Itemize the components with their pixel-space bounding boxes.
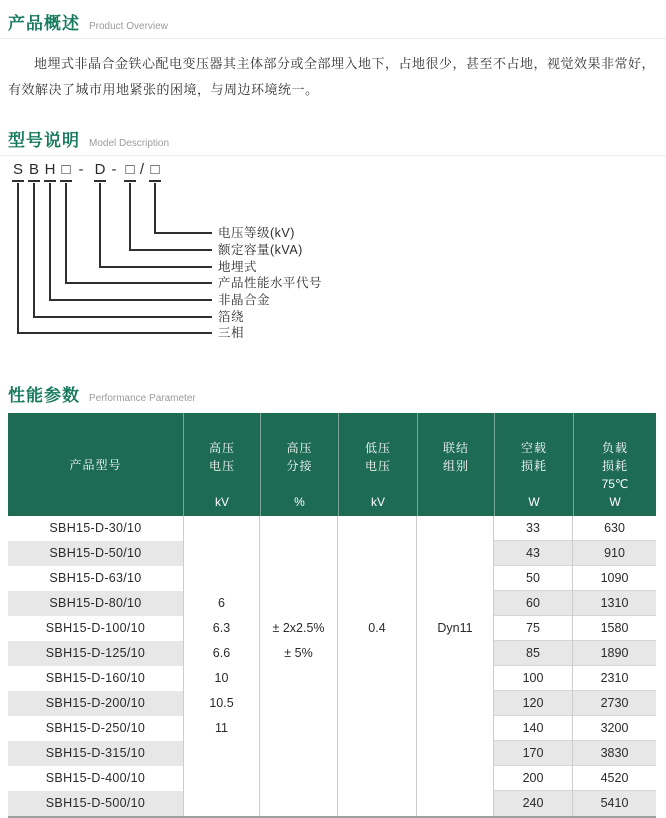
header-vector-group bbox=[417, 413, 494, 516]
header-label bbox=[418, 439, 494, 475]
table-row-model: SBH15-D-50/10 bbox=[8, 541, 183, 566]
model-title: 型号说明 bbox=[8, 131, 80, 150]
table-row-model: SBH15-D-315/10 bbox=[8, 741, 183, 766]
diagram-line bbox=[66, 282, 212, 284]
performance-table bbox=[8, 413, 656, 818]
no-load-loss-value: 43 bbox=[494, 541, 572, 566]
diagram-label-performance-code: 产品性能水平代号 bbox=[218, 276, 323, 290]
header-unit: % bbox=[294, 495, 305, 509]
model-divider bbox=[0, 155, 666, 156]
diagram-label-three-phase: 三相 bbox=[218, 326, 245, 340]
section-model bbox=[0, 126, 666, 346]
lv-voltage-value: 0.4 bbox=[368, 621, 386, 635]
overview-heading bbox=[8, 9, 666, 34]
column-hv-tapping bbox=[260, 516, 338, 816]
overview-subtitle: Product Overview bbox=[89, 21, 168, 32]
header-line: 负载 bbox=[601, 441, 628, 455]
table-row-model: SBH15-D-100/10 bbox=[8, 616, 183, 641]
header-line: 损耗 bbox=[520, 459, 547, 473]
diagram-line bbox=[18, 332, 212, 334]
no-load-loss-value: 75 bbox=[494, 616, 572, 641]
overview-paragraph: 地埋式非晶合金铁心配电变压器其主体部分或全部埋入地下，占地很少，甚至不占地，视觉效果非常好，有效解决了城市用地紧张的困境，与周边环境统一。 bbox=[8, 56, 656, 97]
model-code-char: - bbox=[111, 161, 117, 178]
header-label bbox=[495, 439, 573, 475]
header-no-load-loss bbox=[494, 413, 573, 516]
load-loss-value: 3200 bbox=[573, 716, 656, 741]
overview-divider bbox=[0, 38, 666, 39]
hv-voltage-value: 10.5 bbox=[209, 696, 234, 710]
header-line: 高压 bbox=[208, 441, 235, 455]
performance-subtitle: Performance Parameter bbox=[89, 393, 196, 404]
column-no-load-loss bbox=[494, 516, 573, 816]
column-product-model bbox=[8, 516, 183, 816]
header-unit: W bbox=[609, 495, 621, 509]
model-code-char: B bbox=[28, 161, 39, 178]
load-loss-value: 2730 bbox=[573, 691, 656, 716]
section-overview bbox=[0, 0, 666, 103]
no-load-loss-value: 85 bbox=[494, 641, 572, 666]
diagram-line bbox=[65, 183, 67, 284]
header-load-loss bbox=[573, 413, 656, 516]
table-row-model: SBH15-D-160/10 bbox=[8, 666, 183, 691]
load-loss-value: 1090 bbox=[573, 566, 656, 591]
load-loss-value: 910 bbox=[573, 541, 656, 566]
header-line: 联结 bbox=[442, 441, 469, 455]
table-row-model: SBH15-D-200/10 bbox=[8, 691, 183, 716]
model-code-char: D bbox=[94, 161, 106, 178]
load-loss-value: 3830 bbox=[573, 741, 656, 766]
load-loss-value: 1310 bbox=[573, 591, 656, 616]
model-code-diagram bbox=[0, 161, 666, 346]
load-loss-value: 630 bbox=[573, 516, 656, 541]
diagram-line bbox=[50, 299, 212, 301]
header-temp: 75℃ bbox=[601, 477, 629, 491]
performance-title: 性能参数 bbox=[8, 386, 80, 405]
no-load-loss-value: 240 bbox=[494, 791, 572, 816]
column-load-loss bbox=[573, 516, 656, 816]
diagram-label-foil-winding: 箔绕 bbox=[218, 310, 245, 324]
header-label bbox=[339, 439, 417, 475]
diagram-cap bbox=[60, 180, 72, 182]
model-code-char: □ bbox=[125, 161, 135, 178]
section-performance bbox=[0, 381, 666, 818]
header-unit: kV bbox=[214, 495, 229, 509]
diagram-line bbox=[154, 183, 156, 234]
hv-voltage-value: 11 bbox=[215, 721, 228, 735]
header-line: 损耗 bbox=[601, 459, 628, 473]
no-load-loss-value: 200 bbox=[494, 766, 572, 791]
performance-heading bbox=[8, 381, 666, 406]
header-unit: kV bbox=[370, 495, 385, 509]
header-label: 产品型号 bbox=[69, 457, 122, 472]
load-loss-value: 4520 bbox=[573, 766, 656, 791]
header-line: 分接 bbox=[286, 459, 313, 473]
no-load-loss-value: 33 bbox=[494, 516, 572, 541]
hv-tap-value: ± 5% bbox=[284, 646, 313, 660]
no-load-loss-value: 140 bbox=[494, 716, 572, 741]
model-code-char: □ bbox=[150, 161, 160, 178]
load-loss-value: 1580 bbox=[573, 616, 656, 641]
header-hv-tapping bbox=[260, 413, 338, 516]
table-row-model: SBH15-D-500/10 bbox=[8, 791, 183, 816]
header-hv-voltage bbox=[183, 413, 260, 516]
no-load-loss-value: 120 bbox=[494, 691, 572, 716]
header-label bbox=[184, 439, 260, 475]
hv-voltage-value: 6 bbox=[218, 596, 225, 610]
diagram-cap bbox=[12, 180, 24, 182]
diagram-label-buried-type: 地埋式 bbox=[218, 260, 258, 274]
diagram-cap bbox=[28, 180, 40, 182]
column-vector-group bbox=[417, 516, 494, 816]
table-row-model: SBH15-D-250/10 bbox=[8, 716, 183, 741]
model-code-char: H bbox=[44, 161, 56, 178]
no-load-loss-value: 50 bbox=[494, 566, 572, 591]
diagram-cap bbox=[149, 180, 161, 182]
diagram-label-rated-capacity: 额定容量(kVA) bbox=[218, 243, 303, 257]
header-label bbox=[574, 439, 656, 475]
column-lv-voltage bbox=[338, 516, 417, 816]
diagram-line bbox=[155, 232, 212, 234]
hv-voltage-value: 6.6 bbox=[212, 646, 231, 660]
table-row-model: SBH15-D-400/10 bbox=[8, 766, 183, 791]
header-unit: W bbox=[528, 495, 540, 509]
diagram-line bbox=[49, 183, 51, 301]
table-row-model: SBH15-D-63/10 bbox=[8, 566, 183, 591]
header-line: 电压 bbox=[208, 459, 235, 473]
header-line: 组别 bbox=[442, 459, 469, 473]
header-label bbox=[261, 439, 338, 475]
header-line: 电压 bbox=[364, 459, 391, 473]
table-row-model: SBH15-D-125/10 bbox=[8, 641, 183, 666]
model-code-char: S bbox=[12, 161, 23, 178]
diagram-line bbox=[100, 266, 212, 268]
overview-title: 产品概述 bbox=[8, 14, 80, 33]
diagram-cap bbox=[94, 180, 106, 182]
model-heading bbox=[8, 126, 666, 151]
diagram-line bbox=[99, 183, 101, 268]
diagram-cap bbox=[124, 180, 136, 182]
no-load-loss-value: 60 bbox=[494, 591, 572, 616]
diagram-label-amorphous-alloy: 非晶合金 bbox=[218, 293, 271, 307]
diagram-line bbox=[34, 316, 212, 318]
diagram-line bbox=[129, 183, 131, 251]
load-loss-value: 5410 bbox=[573, 791, 656, 816]
diagram-cap bbox=[44, 180, 56, 182]
header-line: 高压 bbox=[286, 441, 313, 455]
hv-voltage-value: 10 bbox=[214, 671, 229, 685]
header-line: 低压 bbox=[364, 441, 391, 455]
vector-group-value: Dyn11 bbox=[437, 621, 473, 635]
hv-voltage-value: 6.3 bbox=[212, 621, 231, 635]
header-lv-voltage bbox=[338, 413, 417, 516]
table-row-model: SBH15-D-30/10 bbox=[8, 516, 183, 541]
header-product-model bbox=[8, 413, 183, 516]
hv-tap-value: ± 2x2.5% bbox=[272, 621, 325, 635]
no-load-loss-value: 100 bbox=[494, 666, 572, 691]
model-subtitle: Model Description bbox=[89, 138, 170, 149]
model-code-char: - bbox=[78, 161, 84, 178]
diagram-line bbox=[17, 183, 19, 334]
diagram-line bbox=[33, 183, 35, 318]
model-code-char: / bbox=[139, 161, 145, 178]
table-header-row bbox=[8, 413, 656, 516]
load-loss-value: 1890 bbox=[573, 641, 656, 666]
load-loss-value: 2310 bbox=[573, 666, 656, 691]
model-code-char: □ bbox=[61, 161, 71, 178]
table-row-model: SBH15-D-80/10 bbox=[8, 591, 183, 616]
diagram-line bbox=[130, 249, 212, 251]
column-hv-voltage bbox=[183, 516, 260, 816]
header-line: 空载 bbox=[520, 441, 547, 455]
diagram-label-voltage-class: 电压等级(kV) bbox=[218, 226, 295, 240]
no-load-loss-value: 170 bbox=[494, 741, 572, 766]
table-body bbox=[8, 516, 656, 816]
